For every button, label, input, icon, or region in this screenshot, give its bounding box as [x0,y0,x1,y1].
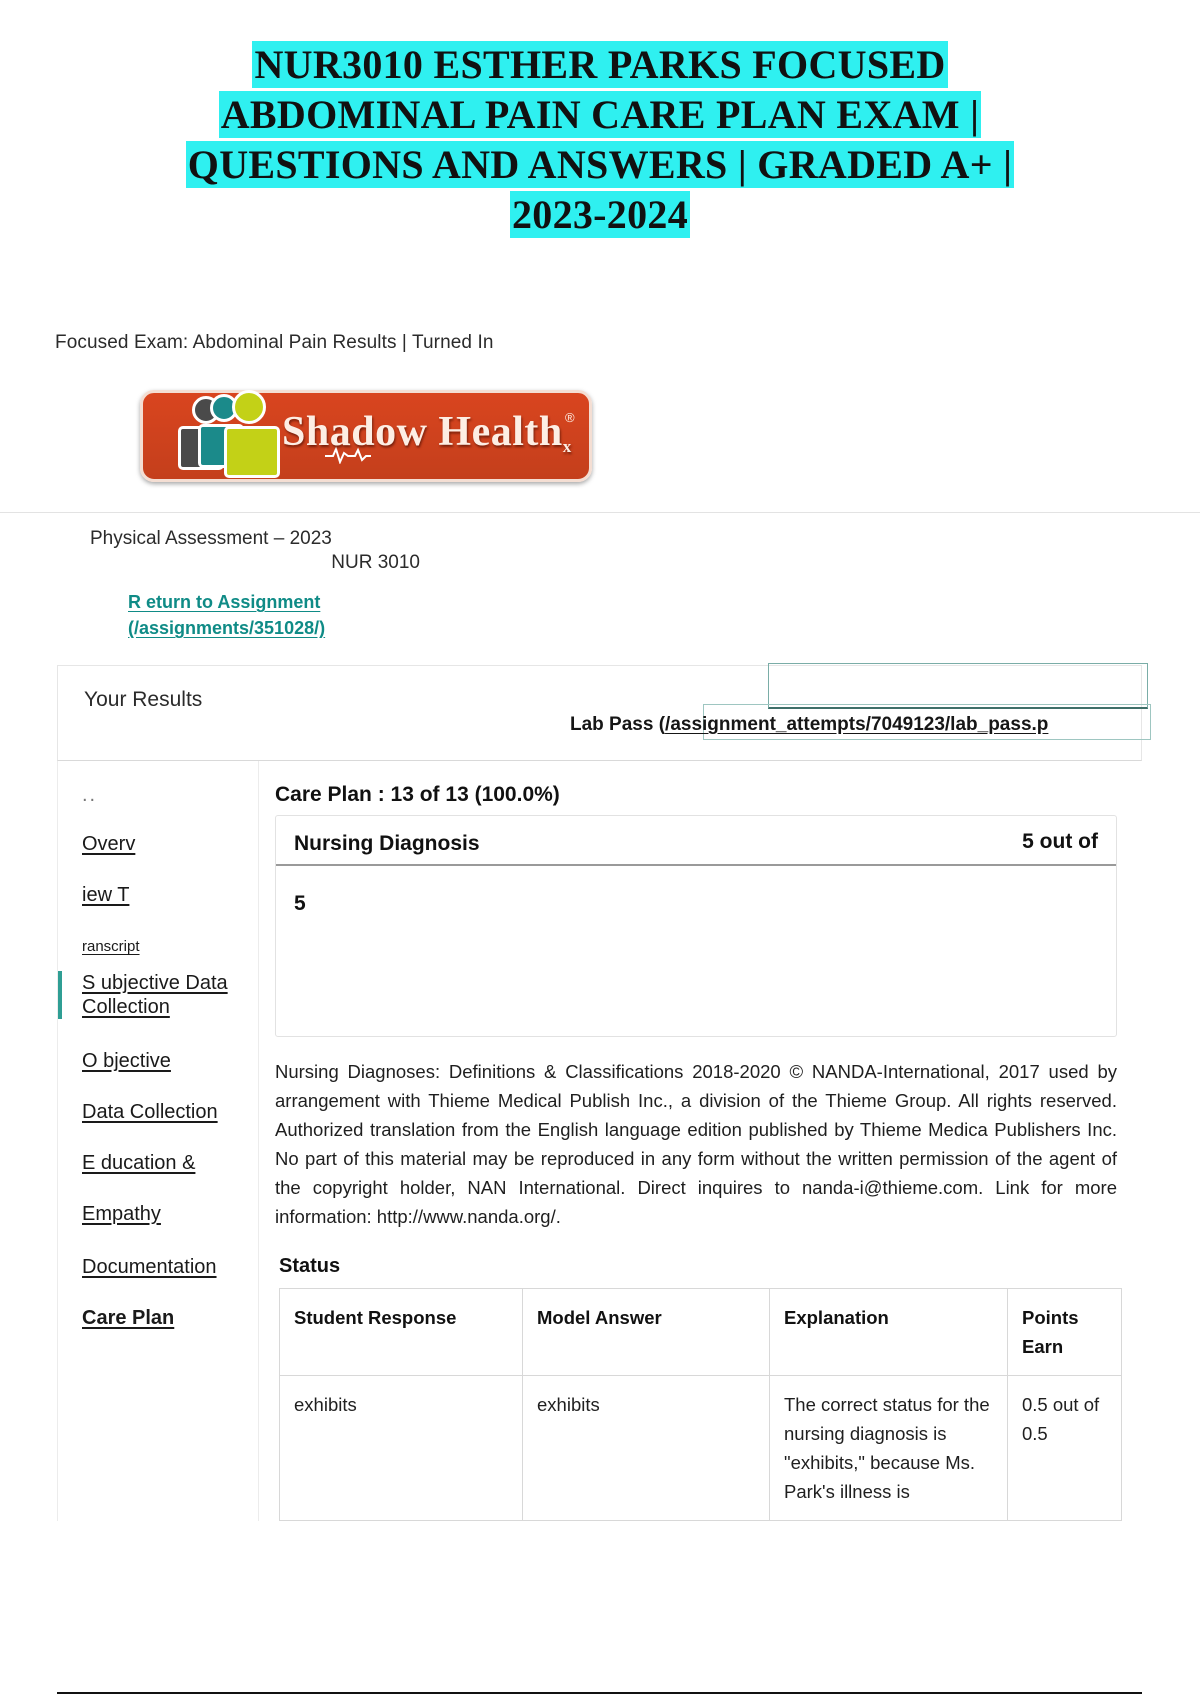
results-body [57,761,1142,1521]
sidebar-item-data-collection[interactable]: Data Collection [82,1101,218,1123]
cell-points: 0.5 out of 0.5 [1008,1376,1122,1521]
registered-trademark-icon: ® [565,410,575,425]
sidebar-item-subjective-data-collection[interactable]: S ubjective Data Collection [58,971,254,1019]
cell-explanation: The correct status for the nursing diagnosis is "exhibits," because Ms. Park's illness is [770,1376,1008,1521]
table-header-row [280,1289,1122,1376]
nursing-diagnosis-card-header [276,816,1116,858]
page-title-line-4: 2023-2024 [511,192,689,237]
your-results-panel [57,665,1142,761]
nursing-diagnosis-divider [276,864,1116,915]
sidebar-item-empathy[interactable]: Empathy [82,1203,161,1225]
nanda-copyright-notice: Nursing Diagnoses: Definitions & Classifications 2018-2020 © NANDA-International, 2017 used by arrangement with Thieme Medical Publish Inc., a division of the Thieme Group. All rights reserved. Authorized translation from the English language edition published by Thieme Medica Publishers Inc. No part of this material may be reproduced in any form without the written permission of the agent of the copyright holder, NAN International. Direct inquires to nanda-i@thieme.com. Link for more information: http://www.nanda.org/. [275,1061,1117,1227]
course-identity [90,527,420,575]
column-header-explanation: Explanation [770,1289,1008,1376]
sidebar-item-objective[interactable]: O bjective [82,1050,171,1072]
nursing-diagnosis-title: Nursing Diagnosis [294,832,480,855]
logo-subscript: x [562,437,572,456]
page-title [0,0,1200,240]
lab-pass-label: Lab Pass ( [570,714,666,735]
page-title-line-3: QUESTIONS AND ANSWERS | GRADED A+ | [187,142,1013,187]
sidebar-item-dots: .. [82,784,98,806]
cell-model-answer: exhibits [523,1376,770,1521]
table-row [280,1376,1122,1521]
course-name: Physical Assessment – 2023 [90,528,332,549]
status-section-label: Status [279,1255,341,1277]
sidebar-item-view-transcript[interactable]: iew T [82,884,130,906]
sidebar-item-education[interactable]: E ducation & [82,1152,196,1174]
sidebar-item-documentation[interactable]: Documentation [82,1256,217,1278]
shadow-health-logo [140,390,592,490]
logo-wordmark: Shadow Health$_x$ [282,409,572,456]
return-link-label: R eturn to Assignment [128,592,321,612]
course-code: NUR 3010 [331,552,420,573]
sidebar-item-transcript[interactable]: ranscript [82,938,140,955]
results-sidebar [58,761,259,1521]
lab-pass-link[interactable] [570,714,1048,736]
column-header-points-earned: Points Earn [1008,1289,1122,1376]
figure-body-lime-icon [224,426,280,478]
sidebar-item-care-plan[interactable]: Care Plan [82,1307,175,1329]
lab-pass-url: /assignment_attempts/7049123/lab_pass.p [665,714,1049,735]
nursing-diagnosis-score-wrap: 5 [294,892,306,915]
nursing-diagnosis-card-blank-area [276,866,1116,1036]
nursing-diagnosis-card [275,815,1117,1037]
column-header-model-answer: Model Answer [523,1289,770,1376]
care-plan-score-header: Care Plan : 13 of 13 (100.0%) [275,783,560,806]
course-header [0,512,1200,641]
column-header-student-response: Student Response [280,1289,523,1376]
return-link-url: (/assignments/351028/) [128,618,326,638]
results-content [259,761,1142,1521]
lab-pass-outer-frame [768,663,1148,709]
page-title-line-1: NUR3010 ESTHER PARKS FOCUSED [254,42,946,87]
status-grading-table [279,1288,1122,1521]
cell-student-response: exhibits [280,1376,523,1521]
nursing-diagnosis-score: 5 out of [1022,830,1098,853]
exam-subtitle: Focused Exam: Abdominal Pain Results | Turned In [55,332,494,353]
page-title-line-2: ABDOMINAL PAIN CARE PLAN EXAM | [220,92,980,137]
figure-head-lime-icon [232,390,266,424]
page-bottom-rule [57,1692,1142,1694]
return-to-assignment-link[interactable] [128,589,378,641]
your-results-heading: Your Results [84,688,203,711]
sidebar-item-overview[interactable]: Overv [82,833,136,855]
